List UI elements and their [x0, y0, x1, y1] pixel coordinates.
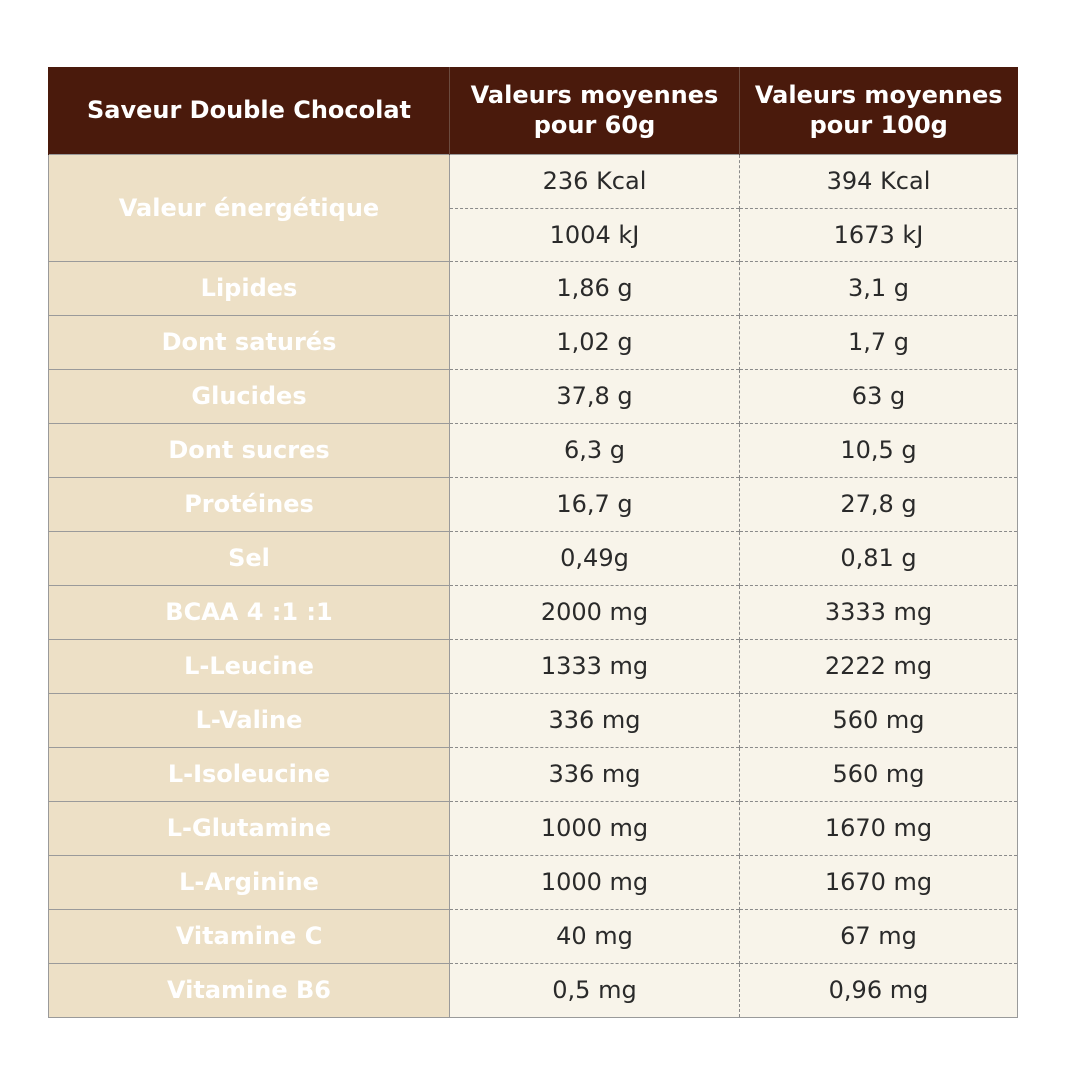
- cell-value-60g: 37,8 g: [450, 369, 740, 423]
- row-label: Lipides: [49, 261, 450, 315]
- row-label: L-Arginine: [49, 855, 450, 909]
- header-per-100g-line2: pour 100g: [809, 111, 948, 140]
- table-row: [49, 423, 1018, 477]
- cell-value-100g: 67 mg: [740, 909, 1018, 963]
- cell-value-100g: 2222 mg: [740, 639, 1018, 693]
- table-row: [49, 855, 1018, 909]
- row-label: Sel: [49, 531, 450, 585]
- row-label: L-Valine: [49, 693, 450, 747]
- cell-value-60g: 1,02 g: [450, 315, 740, 369]
- cell-value-60g: 0,49g: [450, 531, 740, 585]
- header-per-60g-line2: pour 60g: [533, 111, 656, 140]
- table-row: [49, 585, 1018, 639]
- table-row: [49, 531, 1018, 585]
- cell-value-60g: 0,5 mg: [450, 963, 740, 1017]
- cell-value-100g: 0,96 mg: [740, 963, 1018, 1017]
- cell-energy-kcal-60g: 236 Kcal: [450, 154, 740, 208]
- cell-energy-kj-100g: 1673 kJ: [740, 208, 1018, 261]
- table-row: [49, 693, 1018, 747]
- cell-value-60g: 336 mg: [450, 693, 740, 747]
- cell-value-100g: 1,7 g: [740, 315, 1018, 369]
- cell-value-60g: 1000 mg: [450, 801, 740, 855]
- table-row: [49, 261, 1018, 315]
- table-row: [49, 747, 1018, 801]
- cell-energy-kcal-100g: 394 Kcal: [740, 154, 1018, 208]
- cell-value-60g: 336 mg: [450, 747, 740, 801]
- cell-value-100g: 3,1 g: [740, 261, 1018, 315]
- header-per-100g: [740, 67, 1018, 154]
- cell-value-60g: 1000 mg: [450, 855, 740, 909]
- cell-value-100g: 0,81 g: [740, 531, 1018, 585]
- header-per-60g-line1: Valeurs moyennes: [470, 81, 719, 110]
- row-label: BCAA 4 :1 :1: [49, 585, 450, 639]
- nutrition-table: [48, 67, 1018, 1018]
- cell-value-60g: 6,3 g: [450, 423, 740, 477]
- cell-value-100g: 3333 mg: [740, 585, 1018, 639]
- table-row: [49, 639, 1018, 693]
- cell-value-60g: 16,7 g: [450, 477, 740, 531]
- table-row: [49, 801, 1018, 855]
- table-row: [49, 477, 1018, 531]
- row-label: Vitamine C: [49, 909, 450, 963]
- table-row: [49, 963, 1018, 1017]
- header-flavor: [49, 67, 450, 154]
- row-label: Dont sucres: [49, 423, 450, 477]
- row-label: L-Glutamine: [49, 801, 450, 855]
- cell-value-100g: 560 mg: [740, 747, 1018, 801]
- row-label: L-Leucine: [49, 639, 450, 693]
- cell-value-100g: 27,8 g: [740, 477, 1018, 531]
- row-label: Glucides: [49, 369, 450, 423]
- cell-value-60g: 2000 mg: [450, 585, 740, 639]
- table-row: [49, 154, 1018, 208]
- row-label: Vitamine B6: [49, 963, 450, 1017]
- header-per-60g: [450, 67, 740, 154]
- cell-value-60g: 40 mg: [450, 909, 740, 963]
- cell-energy-kj-60g: 1004 kJ: [450, 208, 740, 261]
- header-flavor-label: Saveur Double Chocolat: [86, 96, 411, 125]
- row-label: Dont saturés: [49, 315, 450, 369]
- header-per-100g-line1: Valeurs moyennes: [754, 81, 1003, 110]
- cell-value-100g: 63 g: [740, 369, 1018, 423]
- row-label-energy: Valeur énergétique: [49, 154, 450, 261]
- cell-value-100g: 1670 mg: [740, 801, 1018, 855]
- table-body: [49, 154, 1018, 1017]
- table-header-row: [49, 67, 1018, 154]
- cell-value-100g: 1670 mg: [740, 855, 1018, 909]
- cell-value-100g: 10,5 g: [740, 423, 1018, 477]
- cell-value-100g: 560 mg: [740, 693, 1018, 747]
- table-row: [49, 315, 1018, 369]
- row-label: Protéines: [49, 477, 450, 531]
- cell-value-60g: 1333 mg: [450, 639, 740, 693]
- table-row: [49, 369, 1018, 423]
- row-label: L-Isoleucine: [49, 747, 450, 801]
- cell-value-60g: 1,86 g: [450, 261, 740, 315]
- table-row: [49, 909, 1018, 963]
